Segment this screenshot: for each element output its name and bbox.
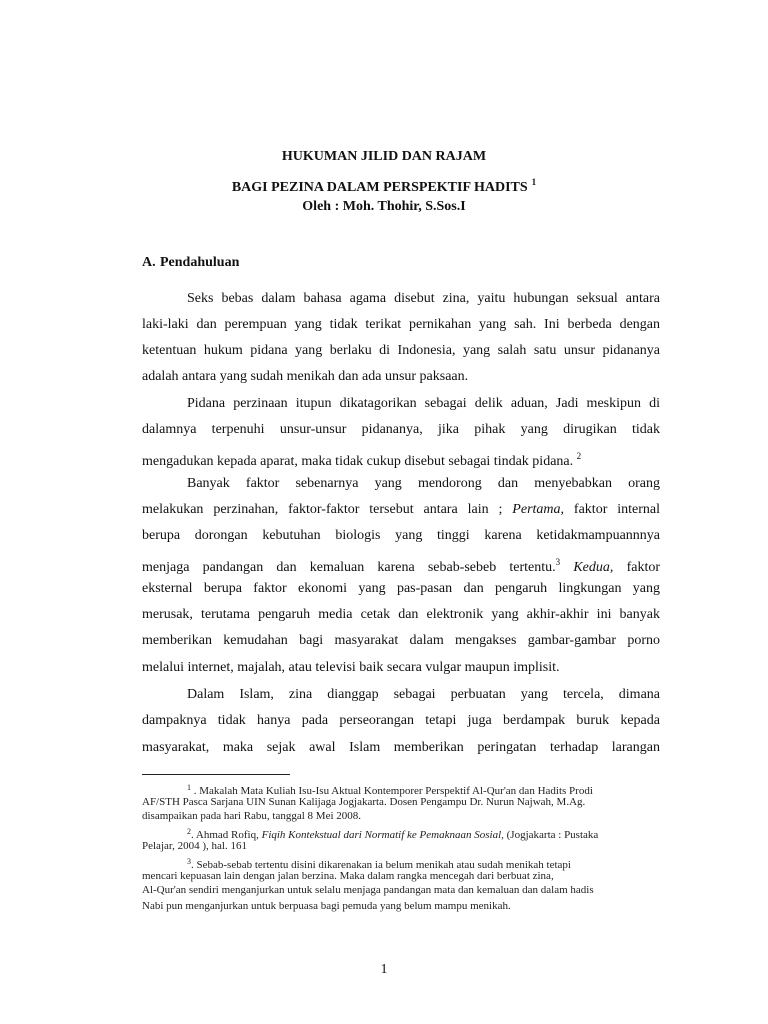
title-line-2-text: BAGI PEZINA DALAM PERSPEKTIF HADITS [231, 180, 528, 195]
footnote-separator [142, 774, 290, 775]
paragraph-3-line [142, 553, 660, 577]
paragraph-3-emphasis: Pertama, [512, 502, 565, 517]
title-line-2 [0, 173, 768, 197]
footnote-1-line: AF/STH Pasca Sarjana UIN Sunan Kalijaga Jogjakarta. Dosen Pengampu Dr. Nurun Najwah, M.Ag. [142, 796, 586, 808]
footnote-ref-3[interactable]: 3 [555, 557, 561, 567]
paragraph-3-text: melakukan perzinahan, faktor-faktor tersebut antara lain ; [142, 502, 503, 517]
paragraph-3-line: berupa dorongan kebutuhan biologis yang tinggi karena ketidakmampuannnya [142, 528, 660, 543]
title-line-1: HUKUMAN JILID DAN RAJAM [281, 149, 487, 164]
paragraph-3-text: faktor internal [573, 502, 661, 517]
section-title: Pendahuluan [160, 255, 240, 270]
paragraph-3-line [142, 501, 660, 519]
paragraph-3-line: merusak, terutama pengaruh media cetak dan elektronik yang akhir-akhir ini banyak [142, 607, 660, 622]
paragraph-2-text: mengadukan kepada aparat, maka tidak cukup disebut sebagai tindak pidana. [142, 454, 574, 469]
paragraph-4-line: dampaknya tidak hanya pada perseorangan tetapi juga berdampak buruk kepada [142, 713, 660, 728]
footnote-2-text: (Jogjakarta : Pustaka [506, 829, 599, 841]
footnote-2-line: Pelajar, 2004 ), hal. 161 [142, 840, 247, 852]
paragraph-1-line: ketentuan hukum pidana yang berlaku di Indonesia, yang salah satu unsur pidananya [142, 343, 660, 358]
footnote-1-text: . Makalah Mata Kuliah Isu-Isu Aktual Kontemporer Perspektif Al-Qur'an dan Hadits Prodi [193, 785, 593, 797]
footnote-ref-1[interactable]: 1 [531, 177, 537, 187]
footnote-3-number: 3 [187, 857, 191, 866]
paragraph-3-line: Banyak faktor sebenarnya yang mendorong dan menyebabkan orang [187, 476, 660, 491]
paragraph-1-line: adalah antara yang sudah menikah dan ada unsur paksaan. [142, 369, 469, 384]
footnote-2-number: 2 [187, 827, 191, 836]
paragraph-4-line: masyarakat, maka sejak awal Islam memberikan peringatan terhadap larangan [142, 740, 660, 755]
section-heading [142, 254, 239, 272]
paragraph-1-line: Seks bebas dalam bahasa agama disebut zina, yaitu hubungan seksual antara [187, 291, 660, 306]
footnote-2-book-title: Fiqih Kontekstual dari Normatif ke Pemaknaan Sosial, [261, 829, 504, 841]
paragraph-3-emphasis: Kedua, [573, 560, 614, 575]
paragraph-1-line: laki-laki dan perempuan yang tidak terikat pernikahan yang sah. Ini berbeda dengan [142, 317, 660, 332]
paragraph-2-line [142, 447, 660, 471]
footnote-3-text: . Sebab-sebab tertentu disini dikarenakan ia belum menikah atau sudah menikah tetapi [191, 859, 571, 871]
footnote-1-line: disampaikan pada hari Rabu, tanggal 8 Mei 2008. [142, 810, 362, 822]
paragraph-2-line: dalamnya terpenuhi unsur-unsur pidananya, jika pihak yang dirugikan tidak [142, 422, 660, 437]
section-number: A. [142, 255, 156, 270]
footnote-3-line: Al-Qur'an sendiri menganjurkan untuk selalu menjaga pandangan mata dan kemaluan dan dalam hadis [142, 884, 594, 896]
paragraph-3-line: melalui internet, majalah, atau televisi baik secara vulgar maupun implisit. [142, 660, 560, 675]
paragraph-3-text: faktor [626, 560, 661, 575]
author-line: Oleh : Moh. Thohir, S.Sos.I [302, 199, 466, 214]
footnote-2-text: . Ahmad Rofiq, [191, 829, 259, 841]
paragraph-2-line: Pidana perzinaan itupun dikatagorikan sebagai delik aduan, Jadi meskipun di [187, 396, 660, 411]
page-number: 1 [380, 962, 388, 977]
paragraph-4-line: Dalam Islam, zina dianggap sebagai perbuatan yang tercela, dimana [187, 687, 660, 702]
paragraph-3-line: eksternal berupa faktor ekonomi yang pas-pasan dan pengaruh lingkungan yang [142, 581, 660, 596]
footnote-3-line: Nabi pun menganjurkan untuk berpuasa bagi pemuda yang belum mampu menikah. [142, 900, 511, 912]
paragraph-3-line: memberikan kemudahan bagi masyarakat dalam mengakses gambar-gambar porno [142, 633, 660, 648]
footnote-3-line: mencari kepuasan lain dengan jalan berzina. Maka dalam rangka mencegah dari berbuat zina, [142, 870, 554, 882]
footnote-1-number: 1 [187, 783, 191, 792]
footnote-ref-2[interactable]: 2 [576, 451, 582, 461]
paragraph-3-text: menjaga pandangan dan kemaluan karena sebab-sebeb tertentu. [142, 560, 556, 575]
